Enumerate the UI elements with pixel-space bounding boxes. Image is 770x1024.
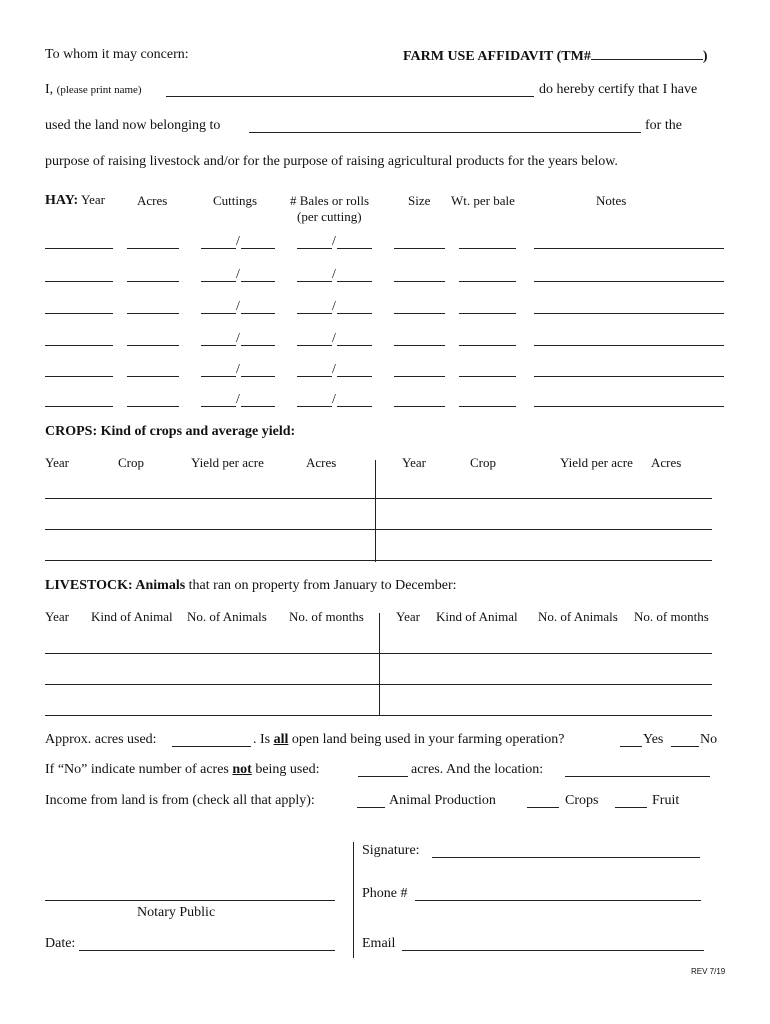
hay-cuttings-right-field[interactable] xyxy=(241,406,275,407)
livestock-col-kind: Kind of Animal xyxy=(91,609,173,624)
hay-col-weight: Wt. per bale xyxy=(451,193,515,208)
hay-col-acres: Acres xyxy=(137,193,168,208)
is-all-pre: . Is xyxy=(253,732,271,747)
yes-label: Yes xyxy=(643,732,664,747)
crops-col-yield-right: Yield per acre xyxy=(560,455,633,470)
purpose-text: purpose of raising livestock and/or for the purpose of raising agricultural products for the years below. xyxy=(45,154,618,169)
revision-label: REV 7/19 xyxy=(691,967,726,976)
hay-size-field[interactable] xyxy=(394,345,445,346)
hay-cuttings-slash: / xyxy=(236,234,240,249)
hay-year-field[interactable] xyxy=(45,376,113,377)
hay-acres-field[interactable] xyxy=(127,376,179,377)
crops-col-yield: Yield per acre xyxy=(191,455,264,470)
income-label: Income from land is from (check all that apply): xyxy=(45,793,315,808)
animal-production-label: Animal Production xyxy=(389,793,496,808)
crops-divider xyxy=(375,460,376,562)
hay-notes-field[interactable] xyxy=(534,345,724,346)
hay-bales-slash: / xyxy=(332,362,336,377)
hay-cuttings-left-field[interactable] xyxy=(201,281,236,282)
livestock-heading-bold: LIVESTOCK: Animals xyxy=(45,578,186,593)
livestock-row-3-line[interactable] xyxy=(45,715,712,716)
signature-label: Signature: xyxy=(362,843,420,858)
hay-weight-field[interactable] xyxy=(459,345,516,346)
location-field[interactable] xyxy=(565,776,710,777)
notary-label: Notary Public xyxy=(137,905,216,920)
form-title xyxy=(403,47,708,65)
is-all-post: open land being used in your farming operation? xyxy=(291,732,565,747)
hay-cuttings-right-field[interactable] xyxy=(241,313,275,314)
hay-bales-right-field[interactable] xyxy=(337,406,372,407)
crops-col-crop-right: Crop xyxy=(470,455,496,470)
hay-cuttings-left-field[interactable] xyxy=(201,345,236,346)
no-checkbox[interactable] xyxy=(671,746,699,747)
email-field[interactable] xyxy=(402,950,704,951)
hay-size-field[interactable] xyxy=(394,281,445,282)
tm-number-field[interactable] xyxy=(591,47,703,60)
hay-cuttings-right-field[interactable] xyxy=(241,376,275,377)
crops-row-2-line[interactable] xyxy=(45,529,712,530)
hay-acres-field[interactable] xyxy=(127,281,179,282)
hay-bales-slash: / xyxy=(332,331,336,346)
hay-weight-field[interactable] xyxy=(459,406,516,407)
hay-notes-field[interactable] xyxy=(534,313,724,314)
hay-cuttings-left-field[interactable] xyxy=(201,406,236,407)
certify-text: do hereby certify that I have xyxy=(539,82,698,97)
livestock-col-kind-right: Kind of Animal xyxy=(436,609,518,624)
is-all-question xyxy=(253,732,564,748)
livestock-col-months: No. of months xyxy=(289,609,364,624)
hay-size-field[interactable] xyxy=(394,248,445,249)
hay-size-field[interactable] xyxy=(394,376,445,377)
hay-year-field[interactable] xyxy=(45,248,113,249)
hay-weight-field[interactable] xyxy=(459,313,516,314)
hay-label: HAY: xyxy=(45,193,79,208)
print-name-hint: (please print name) xyxy=(56,84,142,96)
hay-weight-field[interactable] xyxy=(459,376,516,377)
acres-location-label: acres. And the location: xyxy=(411,762,544,777)
hay-cuttings-right-field[interactable] xyxy=(241,345,275,346)
hay-year-field[interactable] xyxy=(45,313,113,314)
approx-acres-field[interactable] xyxy=(172,746,251,747)
crops-heading: CROPS: Kind of crops and average yield: xyxy=(45,424,296,439)
livestock-row-1-line[interactable] xyxy=(45,653,712,654)
crops-col-crop: Crop xyxy=(118,455,144,470)
if-no-post: being used: xyxy=(255,762,320,777)
i-label xyxy=(45,82,142,98)
hay-col-notes: Notes xyxy=(596,193,627,208)
hay-weight-field[interactable] xyxy=(459,281,516,282)
crops-col-year: Year xyxy=(45,455,69,470)
livestock-col-months-right: No. of months xyxy=(634,609,709,624)
hay-cuttings-slash: / xyxy=(236,331,240,346)
hay-acres-field[interactable] xyxy=(127,345,179,346)
livestock-heading xyxy=(45,578,457,594)
hay-acres-field[interactable] xyxy=(127,406,179,407)
form-title-close: ) xyxy=(702,49,708,64)
hay-col-size: Size xyxy=(408,193,431,208)
used-land-text: used the land now belonging to xyxy=(45,118,221,133)
hay-bales-right-field[interactable] xyxy=(337,248,372,249)
no-label: No xyxy=(700,732,718,747)
hay-notes-field[interactable] xyxy=(534,406,724,407)
hay-bales-left-field[interactable] xyxy=(297,313,332,314)
hay-notes-field[interactable] xyxy=(534,376,724,377)
hay-weight-field[interactable] xyxy=(459,248,516,249)
hay-cuttings-slash: / xyxy=(236,392,240,407)
footer-divider xyxy=(353,842,354,958)
hay-bales-right-field[interactable] xyxy=(337,376,372,377)
hay-col-per-cutting: (per cutting) xyxy=(297,209,362,224)
date-field[interactable] xyxy=(79,950,335,951)
hay-cuttings-slash: / xyxy=(236,362,240,377)
hay-cuttings-right-field[interactable] xyxy=(241,248,275,249)
hay-size-field[interactable] xyxy=(394,313,445,314)
form-title-text: FARM USE AFFIDAVIT (TM# xyxy=(403,49,591,64)
hay-notes-field[interactable] xyxy=(534,248,724,249)
crops-col-acres-right: Acres xyxy=(651,455,682,470)
livestock-col-year-right: Year xyxy=(396,609,420,624)
phone-field[interactable] xyxy=(415,900,701,901)
crops-col-acres: Acres xyxy=(306,455,337,470)
hay-bales-left-field[interactable] xyxy=(297,376,332,377)
hay-bales-right-field[interactable] xyxy=(337,313,372,314)
hay-col-year: Year xyxy=(80,192,105,207)
hay-bales-slash: / xyxy=(332,234,336,249)
hay-bales-left-field[interactable] xyxy=(297,406,332,407)
hay-cuttings-left-field[interactable] xyxy=(201,313,236,314)
hay-bales-right-field[interactable] xyxy=(337,345,372,346)
salutation: To whom it may concern: xyxy=(45,47,189,62)
hay-bales-left-field[interactable] xyxy=(297,345,332,346)
livestock-row-2-line[interactable] xyxy=(45,684,712,685)
hay-bales-left-field[interactable] xyxy=(297,248,332,249)
livestock-divider xyxy=(379,613,380,715)
hay-cuttings-right-field[interactable] xyxy=(241,281,275,282)
livestock-heading-rest: that ran on property from January to December: xyxy=(188,578,457,593)
hay-year-field[interactable] xyxy=(45,345,113,346)
print-name-field[interactable] xyxy=(166,96,534,97)
crops-row-3-line[interactable] xyxy=(45,560,712,561)
hay-cuttings-left-field[interactable] xyxy=(201,248,236,249)
hay-cuttings-slash: / xyxy=(236,299,240,314)
hay-cuttings-slash: / xyxy=(236,267,240,282)
yes-checkbox[interactable] xyxy=(620,746,642,747)
fruit-checkbox[interactable] xyxy=(615,807,647,808)
crops-col-year-right: Year xyxy=(402,455,426,470)
hay-bales-slash: / xyxy=(332,392,336,407)
i-text: I, xyxy=(45,82,54,97)
hay-size-field[interactable] xyxy=(394,406,445,407)
hay-bales-left-field[interactable] xyxy=(297,281,332,282)
hay-acres-field[interactable] xyxy=(127,248,179,249)
signature-field[interactable] xyxy=(432,857,700,858)
is-all-bold: all xyxy=(273,732,289,747)
crops-label: Crops xyxy=(565,793,599,808)
hay-bales-right-field[interactable] xyxy=(337,281,372,282)
crops-row-1-line[interactable] xyxy=(45,498,712,499)
for-the-text: for the xyxy=(645,118,682,133)
approx-acres-label: Approx. acres used: xyxy=(45,732,157,747)
hay-year-header xyxy=(45,192,105,209)
hay-cuttings-left-field[interactable] xyxy=(201,376,236,377)
date-label: Date: xyxy=(45,936,76,951)
phone-label: Phone # xyxy=(362,886,408,901)
hay-year-field[interactable] xyxy=(45,406,113,407)
livestock-col-number-right: No. of Animals xyxy=(538,609,618,624)
hay-col-bales: # Bales or rolls xyxy=(290,193,370,208)
animal-production-checkbox[interactable] xyxy=(357,807,385,808)
fruit-label: Fruit xyxy=(652,793,680,808)
hay-bales-slash: / xyxy=(332,267,336,282)
notary-signature-field[interactable] xyxy=(45,900,335,901)
acres-not-used-field[interactable] xyxy=(358,776,408,777)
hay-col-cuttings: Cuttings xyxy=(213,193,258,208)
crops-checkbox[interactable] xyxy=(527,807,559,808)
hay-notes-field[interactable] xyxy=(534,281,724,282)
land-owner-field[interactable] xyxy=(249,132,641,133)
livestock-col-number: No. of Animals xyxy=(187,609,267,624)
hay-year-field[interactable] xyxy=(45,281,113,282)
hay-bales-slash: / xyxy=(332,299,336,314)
email-label: Email xyxy=(362,936,396,951)
if-no-question xyxy=(45,762,319,778)
if-no-pre: If “No” indicate number of acres xyxy=(45,762,229,777)
livestock-col-year: Year xyxy=(45,609,69,624)
hay-acres-field[interactable] xyxy=(127,313,179,314)
if-no-bold: not xyxy=(232,762,252,777)
